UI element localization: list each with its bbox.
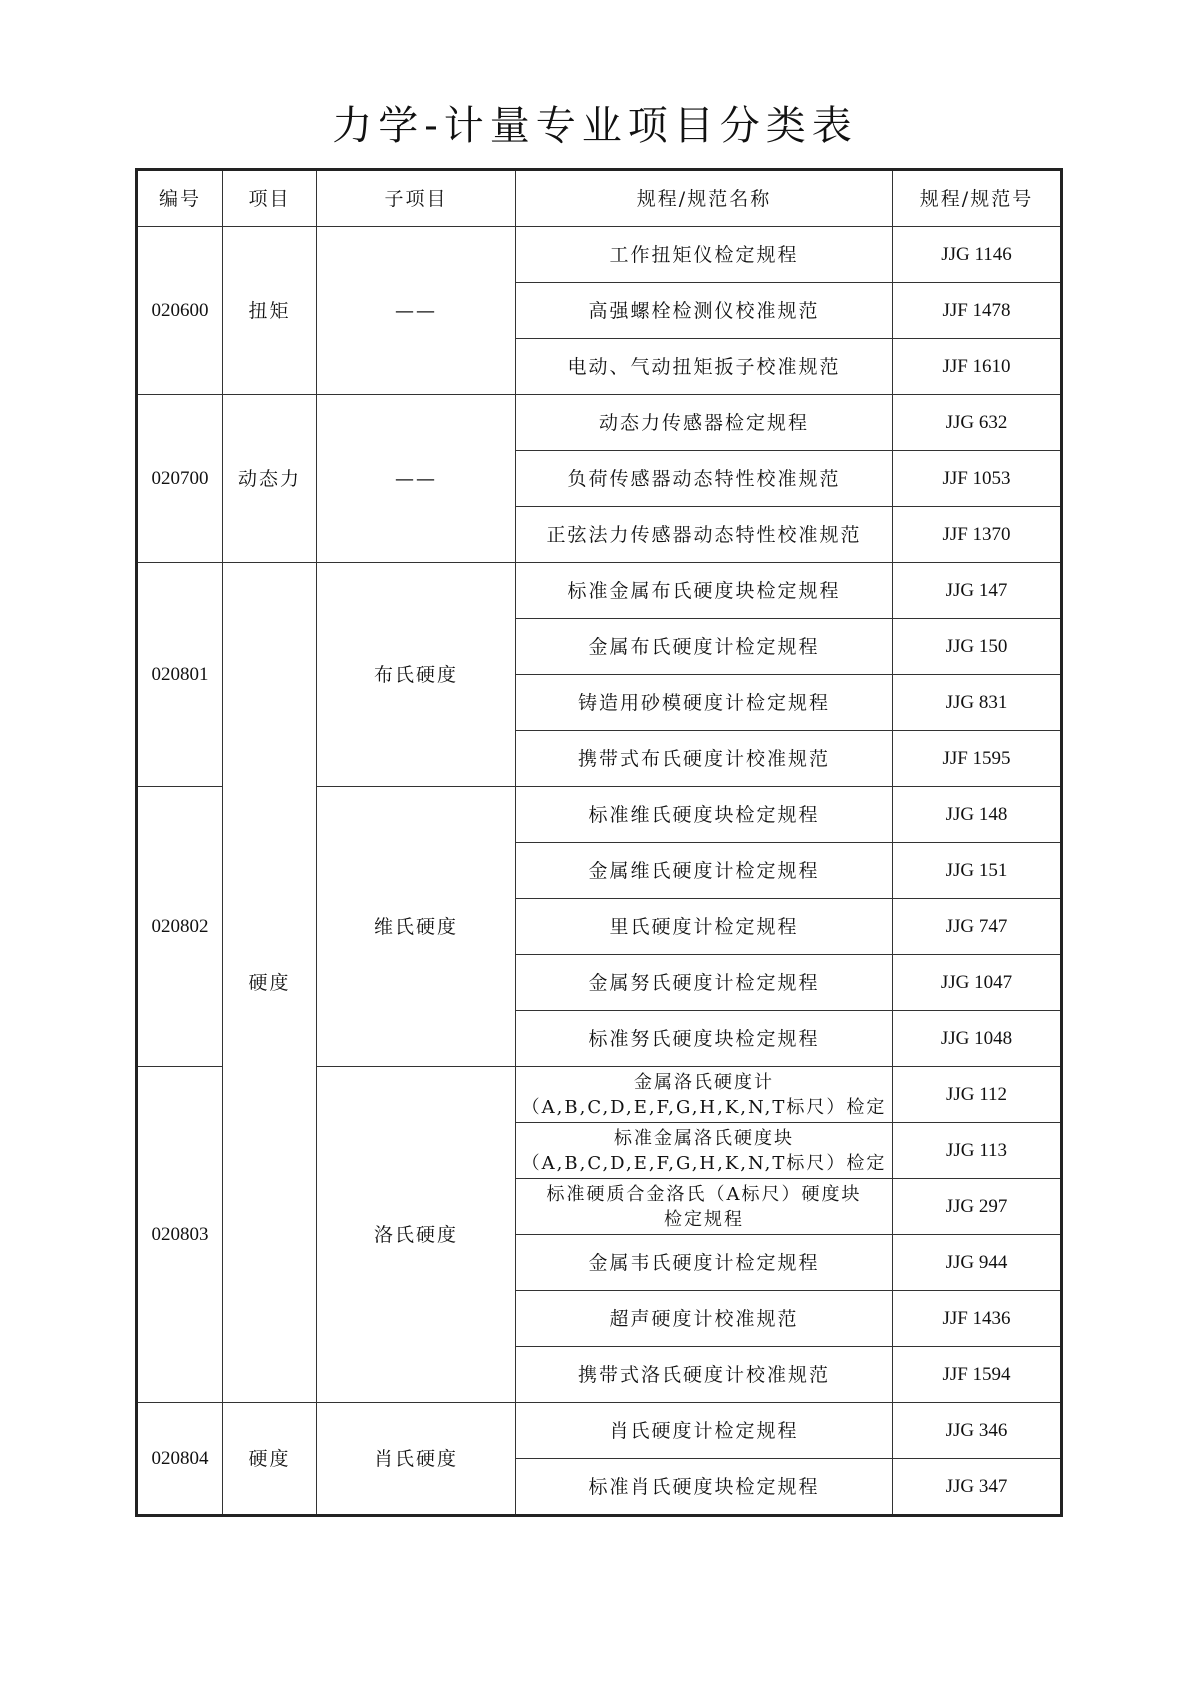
spec-number: JJG 346 (893, 1403, 1062, 1459)
spec-number: JJG 150 (893, 619, 1062, 675)
group-item: 硬度 (223, 1403, 317, 1516)
spec-name: 标准努氏硬度块检定规程 (516, 1011, 893, 1067)
spec-number: JJG 148 (893, 787, 1062, 843)
spec-name-line: 金属洛氏硬度计 (634, 1071, 774, 1093)
spec-number: JJG 1146 (893, 227, 1062, 283)
spec-number: JJG 1048 (893, 1011, 1062, 1067)
spec-number: JJF 1610 (893, 339, 1062, 395)
spec-name: 动态力传感器检定规程 (516, 395, 893, 451)
spec-name (516, 1067, 893, 1123)
group-subitem: —— (317, 395, 516, 563)
group-code: 020804 (137, 1403, 223, 1516)
spec-number: JJF 1370 (893, 507, 1062, 563)
page-title: 力学-计量专业项目分类表 (332, 103, 858, 149)
spec-name: 金属努氏硬度计检定规程 (516, 955, 893, 1011)
group-item: 动态力 (223, 395, 317, 563)
group-code: 020600 (137, 227, 223, 395)
spec-number: JJG 113 (893, 1123, 1062, 1179)
spec-name-line: （A,B,C,D,E,F,G,H,K,N,T标尺）检定 (521, 1152, 887, 1174)
spec-name: 金属韦氏硬度计检定规程 (516, 1235, 893, 1291)
spec-number: JJG 151 (893, 843, 1062, 899)
spec-name: 里氏硬度计检定规程 (516, 899, 893, 955)
spec-name-line: 检定规程 (664, 1208, 744, 1230)
spec-number: JJG 944 (893, 1235, 1062, 1291)
spec-name-line: （A,B,C,D,E,F,G,H,K,N,T标尺）检定 (521, 1096, 887, 1118)
spec-name: 铸造用砂模硬度计检定规程 (516, 675, 893, 731)
table-row (137, 227, 1062, 283)
spec-number: JJG 831 (893, 675, 1062, 731)
spec-name: 电动、气动扭矩扳子校准规范 (516, 339, 893, 395)
spec-name: 负荷传感器动态特性校准规范 (516, 451, 893, 507)
classification-table (135, 168, 1063, 1517)
spec-name (516, 1179, 893, 1235)
spec-number: JJF 1594 (893, 1347, 1062, 1403)
spec-name: 金属布氏硬度计检定规程 (516, 619, 893, 675)
header-code: 编号 (137, 170, 223, 227)
spec-name-line: 标准金属洛氏硬度块 (614, 1127, 794, 1149)
spec-name: 高强螺栓检测仪校准规范 (516, 283, 893, 339)
spec-name: 肖氏硬度计检定规程 (516, 1403, 893, 1459)
table-row (137, 1403, 1062, 1459)
group-code: 020700 (137, 395, 223, 563)
spec-name (516, 1123, 893, 1179)
spec-number: JJG 297 (893, 1179, 1062, 1235)
group-code: 020803 (137, 1067, 223, 1403)
group-code: 020801 (137, 563, 223, 787)
header-subitem: 子项目 (317, 170, 516, 227)
spec-name: 金属维氏硬度计检定规程 (516, 843, 893, 899)
table-row (137, 563, 1062, 619)
spec-number: JJG 632 (893, 395, 1062, 451)
group-subitem: 肖氏硬度 (317, 1403, 516, 1516)
spec-name: 携带式洛氏硬度计校准规范 (516, 1347, 893, 1403)
table-row (137, 395, 1062, 451)
group-subitem: 维氏硬度 (317, 787, 516, 1067)
spec-name-line: 标准硬质合金洛氏（A标尺）硬度块 (546, 1183, 862, 1205)
spec-number: JJF 1478 (893, 283, 1062, 339)
header-number: 规程/规范号 (893, 170, 1062, 227)
spec-name: 标准金属布氏硬度块检定规程 (516, 563, 893, 619)
group-subitem: 洛氏硬度 (317, 1067, 516, 1403)
spec-name: 携带式布氏硬度计校准规范 (516, 731, 893, 787)
group-subitem: —— (317, 227, 516, 395)
spec-name: 标准肖氏硬度块检定规程 (516, 1459, 893, 1516)
spec-number: JJF 1053 (893, 451, 1062, 507)
group-item: 硬度 (223, 563, 317, 1403)
spec-name: 超声硬度计校准规范 (516, 1291, 893, 1347)
spec-number: JJG 112 (893, 1067, 1062, 1123)
spec-number: JJF 1436 (893, 1291, 1062, 1347)
group-subitem: 布氏硬度 (317, 563, 516, 787)
spec-name: 正弦法力传感器动态特性校准规范 (516, 507, 893, 563)
header-name: 规程/规范名称 (516, 170, 893, 227)
header-item: 项目 (223, 170, 317, 227)
spec-name: 工作扭矩仪检定规程 (516, 227, 893, 283)
spec-number: JJG 347 (893, 1459, 1062, 1516)
spec-number: JJF 1595 (893, 731, 1062, 787)
header-row (137, 170, 1062, 227)
group-code: 020802 (137, 787, 223, 1067)
spec-number: JJG 147 (893, 563, 1062, 619)
spec-number: JJG 747 (893, 899, 1062, 955)
group-item: 扭矩 (223, 227, 317, 395)
spec-number: JJG 1047 (893, 955, 1062, 1011)
spec-name: 标准维氏硬度块检定规程 (516, 787, 893, 843)
